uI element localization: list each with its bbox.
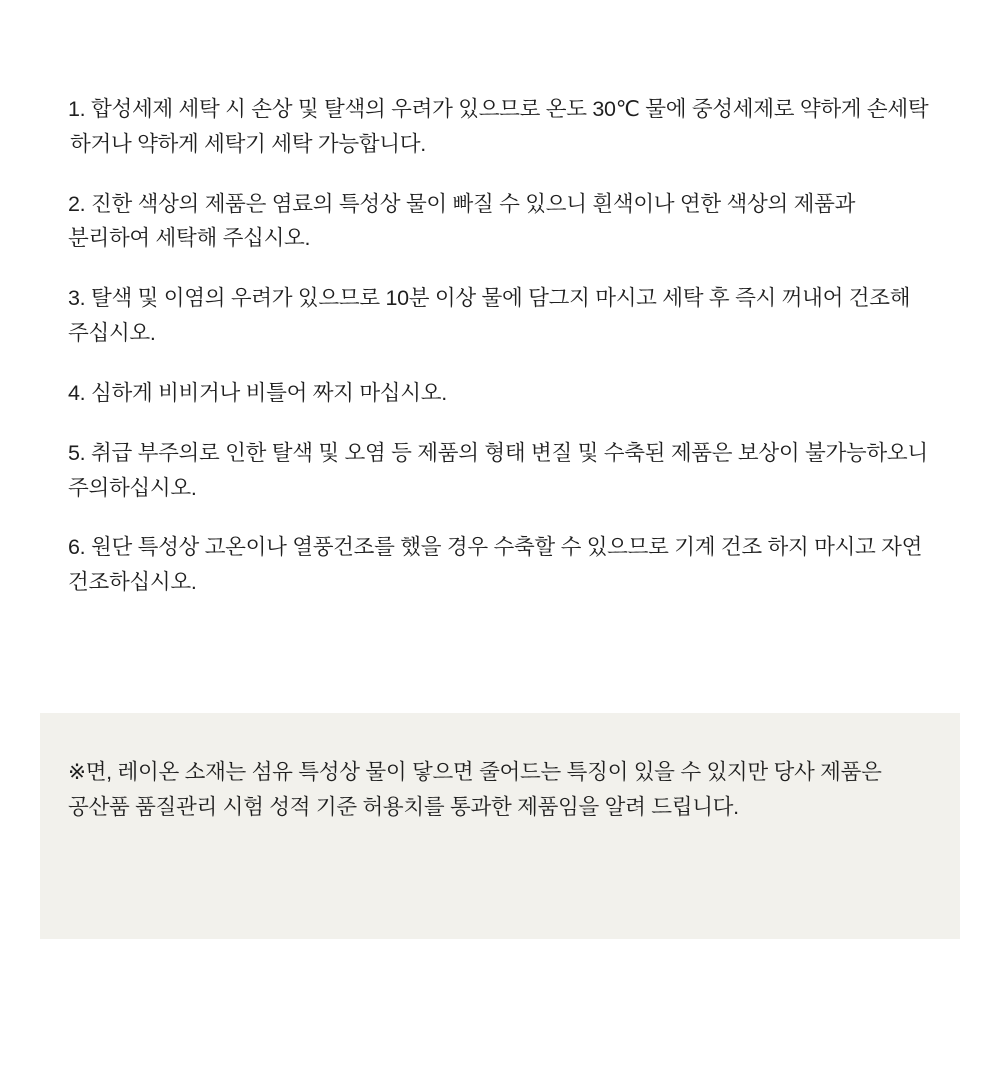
care-instruction-item: 1. 합성세제 세탁 시 손상 및 탈색의 우려가 있으므로 온도 30℃ 물에 중성세제로 약하게 손세탁 하거나 약하게 세탁기 세탁 가능합니다. [68,97,929,156]
care-instruction-item: 4. 심하게 비비거나 비틀어 짜지 마십시오. [68,380,447,405]
care-instruction-item: 3. 탈색 및 이염의 우려가 있으므로 10분 이상 물에 담그지 마시고 세탁 후 즉시 꺼내어 건조해 주십시오. [68,286,911,346]
care-instruction-list [40,92,960,620]
care-instruction-item: 5. 취급 부주의로 인한 탈색 및 오염 등 제품의 형태 변질 및 수축된 제품은 보상이 불가능하오니 주의하십시오. [68,440,928,500]
care-instruction-item: 2. 진한 색상의 제품은 염료의 특성상 물이 빠질 수 있으니 흰색이나 연한 색상의 제품과 분리하여 세탁해 주십시오. [68,191,856,251]
notice-box [40,713,960,939]
notice-text: ※면, 레이온 소재는 섬유 특성상 물이 닿으면 줄어드는 특징이 있을 수 있지만 당사 제품은 공산품 품질관리 시험 성적 기준 허용치를 통과한 제품임을 알려 드립니다. [68,760,882,819]
care-instruction-item: 6. 원단 특성상 고온이나 열풍건조를 했을 경우 수축할 수 있으므로 기계 건조 하지 마시고 자연 건조하십시오. [68,535,923,595]
